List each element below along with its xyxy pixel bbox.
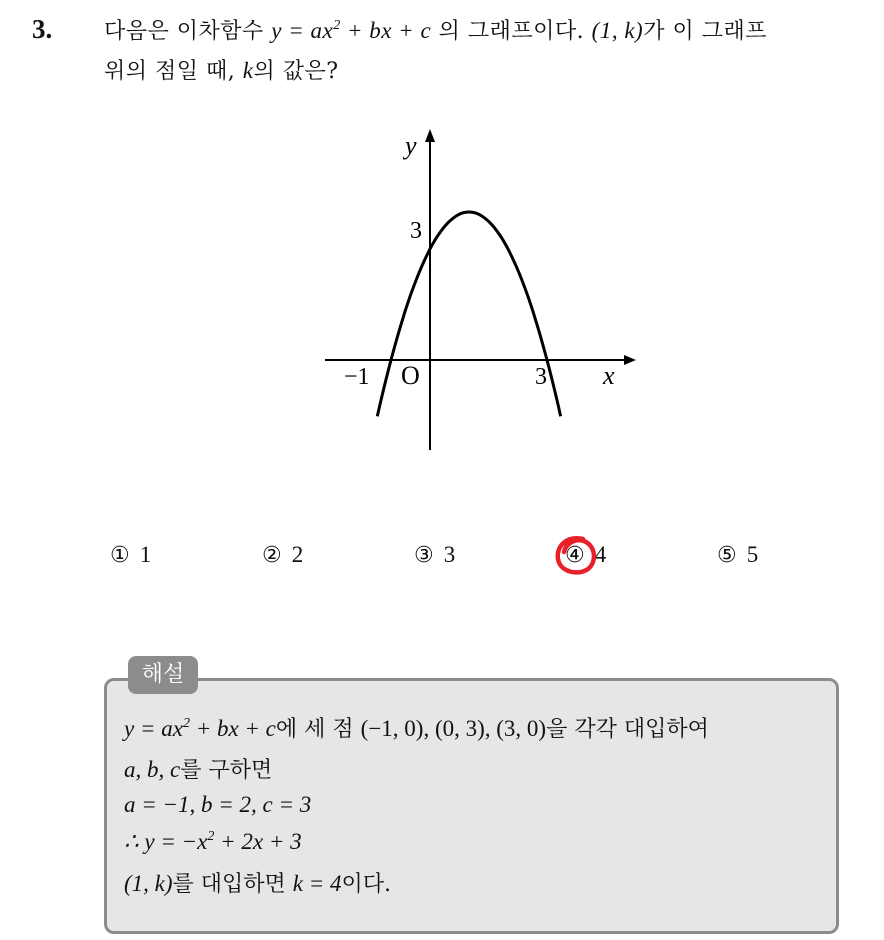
x-axis-arrow (624, 355, 636, 365)
solution-text: 를 구하면 (180, 758, 273, 783)
solution-line-3 (124, 792, 311, 818)
parabola-graph (300, 120, 660, 465)
solution-text: 를 대입하면 (172, 872, 286, 897)
choice-2[interactable] (262, 542, 303, 568)
choice-number: ① (110, 543, 130, 568)
choice-number: ③ (414, 543, 434, 568)
solution-coefficients: a = −1, b = 2, c = 3 (124, 792, 312, 817)
question-line-1 (104, 14, 767, 45)
solution-points: (−1, 0), (0, 3), (3, 0) (360, 716, 547, 741)
choice-number: ⑤ (717, 543, 737, 568)
choice-number: ② (262, 543, 282, 568)
y-axis-label: y (405, 131, 417, 160)
solution-text: 이다. (341, 872, 392, 897)
choice-value: 4 (594, 542, 607, 567)
choice-1[interactable] (110, 542, 151, 568)
question-point: (1, k) (591, 18, 644, 43)
answer-circle-mark (553, 534, 599, 578)
question-text: 위의 점일 때, (104, 59, 236, 84)
choice-value: 5 (746, 542, 759, 567)
solution-text: 을 각각 대입하여 (546, 717, 709, 742)
choice-value: 2 (291, 542, 304, 567)
question-variable: k (242, 58, 254, 83)
x-intercept-left-label: −1 (344, 364, 370, 390)
origin-label: O (401, 361, 420, 390)
question-text: 의 그래프이다. (438, 19, 585, 44)
question-text: 의 값은? (253, 59, 339, 84)
choice-3[interactable] (414, 542, 455, 568)
question-equation: $y = ax^2$ + bx + c (271, 18, 432, 43)
x-intercept-right-label: 3 (535, 364, 547, 390)
solution-variables: a, b, c (124, 757, 181, 782)
question-text: 가 이 그래프 (643, 19, 767, 44)
solution-line-2 (124, 753, 272, 784)
choice-number: ④ (565, 543, 585, 568)
solution-tag: 해설 (128, 656, 198, 694)
question-number: 3. (32, 14, 53, 44)
solution-equation: $y = ax^2$ + bx + c (124, 716, 276, 741)
x-axis-label: x (603, 361, 615, 390)
y-axis-arrow (425, 129, 435, 142)
solution-line-1 (124, 712, 709, 743)
solution-line-4 (124, 829, 302, 855)
choice-5[interactable] (717, 542, 758, 568)
choice-value: 3 (443, 542, 456, 567)
solution-function: ∴ $y = -x^2 + 2x + 3$ (124, 829, 302, 854)
solution-point: (1, k) (124, 871, 173, 896)
solution-answer: k = 4 (292, 871, 342, 896)
question-line-2 (104, 54, 339, 85)
question-text: 다음은 이차함수 (104, 19, 264, 44)
solution-text: 에 세 점 (275, 717, 354, 742)
solution-line-5 (124, 867, 391, 898)
y-intercept-label: 3 (410, 218, 422, 244)
choice-value: 1 (139, 542, 152, 567)
